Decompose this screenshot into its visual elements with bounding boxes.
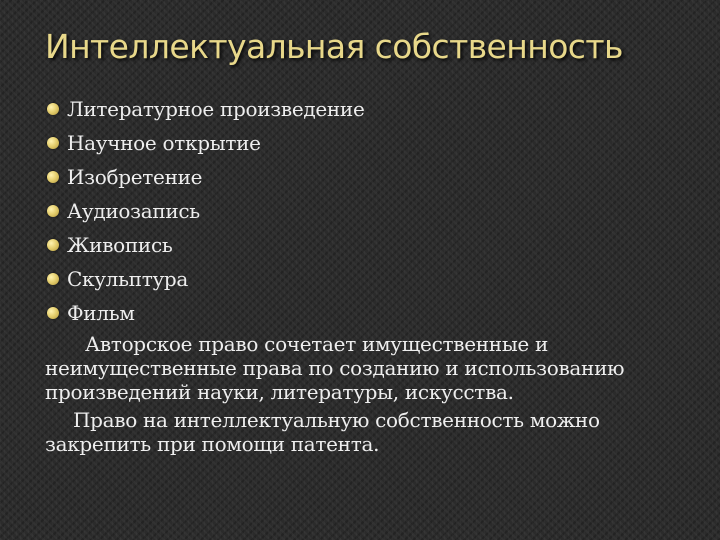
list-item — [45, 94, 685, 128]
list-item — [45, 162, 685, 196]
bullet-dot-icon — [47, 307, 59, 319]
bullet-list — [45, 94, 685, 332]
bullet-dot-icon — [47, 171, 59, 183]
slide-content — [45, 94, 685, 456]
bullet-text: Научное открытие — [67, 131, 261, 155]
bullet-dot-icon — [47, 137, 59, 149]
bullet-dot-icon — [47, 103, 59, 115]
list-item — [45, 298, 685, 332]
bullet-text: Литературное произведение — [67, 97, 365, 121]
bullet-dot-icon — [47, 239, 59, 251]
bullet-text: Изобретение — [67, 165, 203, 189]
bullet-dot-icon — [47, 205, 59, 217]
bullet-text: Живопись — [67, 233, 173, 257]
list-item — [45, 230, 685, 264]
patent-paragraph: Право на интеллектуальную собственность можно закрепить при помощи патента. — [45, 408, 600, 456]
list-item — [45, 196, 685, 230]
bullet-text: Скульптура — [67, 267, 189, 291]
slide-title: Интеллектуальная собственность — [45, 27, 623, 66]
copyright-paragraph: Авторское право сочетает имущественные и неимущественные права по созданию и использованию произведений науки, литературы, искусства. — [45, 332, 625, 404]
bullet-text: Фильм — [67, 301, 135, 325]
list-item — [45, 264, 685, 298]
bullet-text: Аудиозапись — [67, 199, 200, 223]
bullet-dot-icon — [47, 273, 59, 285]
list-item — [45, 128, 685, 162]
